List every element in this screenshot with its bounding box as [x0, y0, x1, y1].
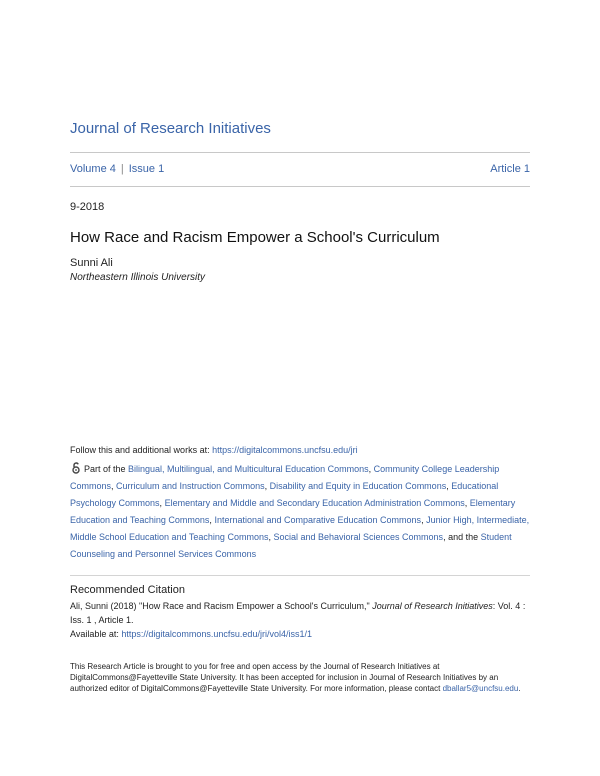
issue-separator: | — [120, 163, 124, 175]
contact-email-link[interactable]: dballar5@uncfsu.edu — [442, 684, 519, 693]
commons-separator: , and the — [443, 532, 481, 542]
journal-title[interactable]: Journal of Research Initiatives — [70, 120, 271, 137]
commons-link[interactable]: Junior High, Intermediate, Middle School Education and Teaching Commons — [70, 515, 530, 542]
follow-label: Follow this and additional works at: — [70, 445, 213, 455]
commons-separator: , — [421, 515, 427, 525]
commons-separator: , — [159, 498, 165, 508]
available-url-link[interactable]: https://digitalcommons.uncfsu.edu/jri/vol4/iss1/1 — [121, 629, 312, 639]
follow-line — [70, 445, 358, 455]
citation-divider — [70, 575, 530, 576]
citation-main: Ali, Sunni (2018) "How Race and Racism Empower a School's Curriculum," — [70, 601, 373, 611]
commons-separator: , — [111, 481, 117, 491]
citation-tail: : Vol. 4 : Iss. 1 , Article 1. — [70, 601, 526, 625]
part-of-commons — [70, 461, 530, 563]
issue-link[interactable]: Issue 1 — [128, 163, 165, 175]
available-label: Available at: — [70, 629, 122, 639]
article-link[interactable]: Article 1 — [490, 163, 530, 175]
commons-link[interactable]: International and Comparative Education Commons — [214, 515, 422, 525]
follow-url-link[interactable]: https://digitalcommons.uncfsu.edu/jri — [212, 445, 358, 455]
recommended-citation-heading: Recommended Citation — [70, 584, 185, 596]
commons-link[interactable]: Disability and Equity in Education Commons — [269, 481, 447, 491]
commons-link[interactable]: Bilingual, Multilingual, and Multicultural Education Commons — [128, 464, 369, 474]
footer-end: . — [518, 684, 521, 693]
author-affiliation: Northeastern Illinois University — [70, 272, 206, 283]
commons-separator: , — [368, 464, 374, 474]
middle-divider — [70, 186, 530, 187]
open-access-icon — [70, 462, 82, 474]
commons-link[interactable]: Student Counseling and Personnel Services Commons — [70, 532, 512, 559]
publication-date: 9-2018 — [70, 201, 105, 213]
commons-link[interactable]: Social and Behavioral Sciences Commons — [273, 532, 444, 542]
part-of-prefix: Part of the — [84, 464, 129, 474]
top-divider — [70, 152, 530, 153]
commons-link[interactable]: Elementary Education and Teaching Commons — [70, 498, 516, 525]
issue-bar — [70, 163, 530, 175]
footer-notice — [70, 661, 530, 694]
author-name: Sunni Ali — [70, 257, 113, 269]
footer-text: This Research Article is brought to you for free and open access by the Journal of Research Initiatives at DigitalCommons@Fayetteville State University. It has been accepted for inclusion in Journal of Research Initiatives by an authorized editor of DigitalCommons@Fayetteville State University. For more information, please contact — [70, 662, 499, 693]
volume-link[interactable]: Volume 4 — [70, 163, 116, 175]
commons-separator: , — [209, 515, 215, 525]
commons-link[interactable]: Community College Leadership Commons — [70, 464, 500, 491]
commons-separator: , — [264, 481, 270, 491]
commons-link[interactable]: Elementary and Middle and Secondary Education Administration Commons — [164, 498, 465, 508]
citation-text — [70, 599, 530, 641]
commons-separator: , — [446, 481, 452, 491]
commons-separator: , — [268, 532, 274, 542]
article-title: How Race and Racism Empower a School's Curriculum — [70, 229, 440, 246]
commons-link[interactable]: Educational Psychology Commons — [70, 481, 499, 508]
commons-list — [70, 464, 529, 559]
commons-separator: , — [464, 498, 470, 508]
commons-link[interactable]: Curriculum and Instruction Commons — [116, 481, 265, 491]
citation-journal: Journal of Research Initiatives — [372, 601, 493, 611]
